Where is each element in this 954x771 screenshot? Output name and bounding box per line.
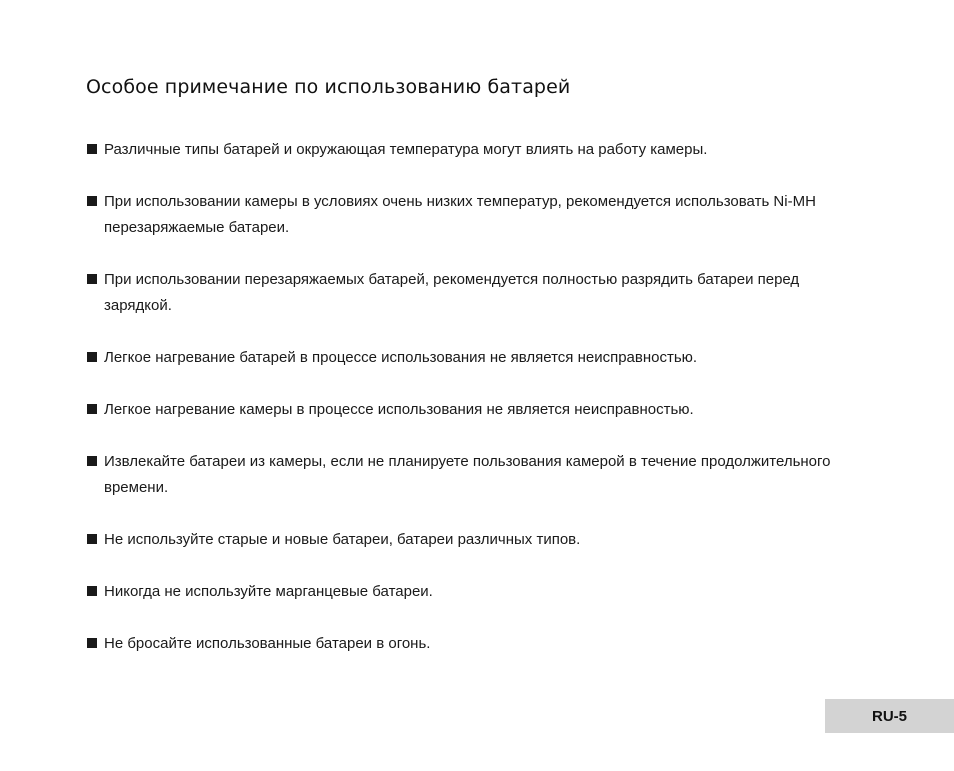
square-bullet-icon bbox=[87, 144, 97, 154]
list-item bbox=[86, 397, 846, 423]
note-text: При использовании перезаряжаемых батарей, рекомендуется полностью разрядить батареи перед зарядкой. bbox=[104, 271, 800, 314]
list-item bbox=[86, 579, 846, 605]
square-bullet-icon bbox=[87, 534, 97, 544]
page-number: RU-5 bbox=[871, 707, 907, 725]
list-item bbox=[86, 137, 846, 163]
list-item bbox=[86, 189, 846, 241]
battery-notes-list bbox=[86, 137, 846, 683]
list-item bbox=[86, 631, 846, 657]
note-text: Никогда не используйте марганцевые батареи. bbox=[104, 583, 433, 600]
note-text: Различные типы батарей и окружающая температура могут влиять на работу камеры. bbox=[104, 141, 708, 158]
list-item bbox=[86, 267, 846, 319]
square-bullet-icon bbox=[87, 456, 97, 466]
note-text: Извлекайте батареи из камеры, если не планируете пользования камерой в течение продолжительного времени. bbox=[104, 453, 831, 496]
square-bullet-icon bbox=[87, 274, 97, 284]
note-text: Легкое нагревание камеры в процессе использования не является неисправностью. bbox=[104, 401, 694, 418]
note-text: При использовании камеры в условиях очень низких температур, рекомендуется использовать Ni-MH перезаряжаемые батареи. bbox=[104, 193, 816, 236]
note-text: Не бросайте использованные батареи в огонь. bbox=[104, 635, 431, 652]
page-title: Особое примечание по использованию батарей bbox=[86, 76, 571, 98]
square-bullet-icon bbox=[87, 404, 97, 414]
square-bullet-icon bbox=[87, 586, 97, 596]
note-text: Не используйте старые и новые батареи, батареи различных типов. bbox=[104, 531, 581, 548]
square-bullet-icon bbox=[87, 352, 97, 362]
page-number-badge bbox=[825, 699, 954, 733]
list-item bbox=[86, 345, 846, 371]
list-item bbox=[86, 527, 846, 553]
note-text: Легкое нагревание батарей в процессе использования не является неисправностью. bbox=[104, 349, 698, 366]
list-item bbox=[86, 449, 846, 501]
square-bullet-icon bbox=[87, 196, 97, 206]
square-bullet-icon bbox=[87, 638, 97, 648]
